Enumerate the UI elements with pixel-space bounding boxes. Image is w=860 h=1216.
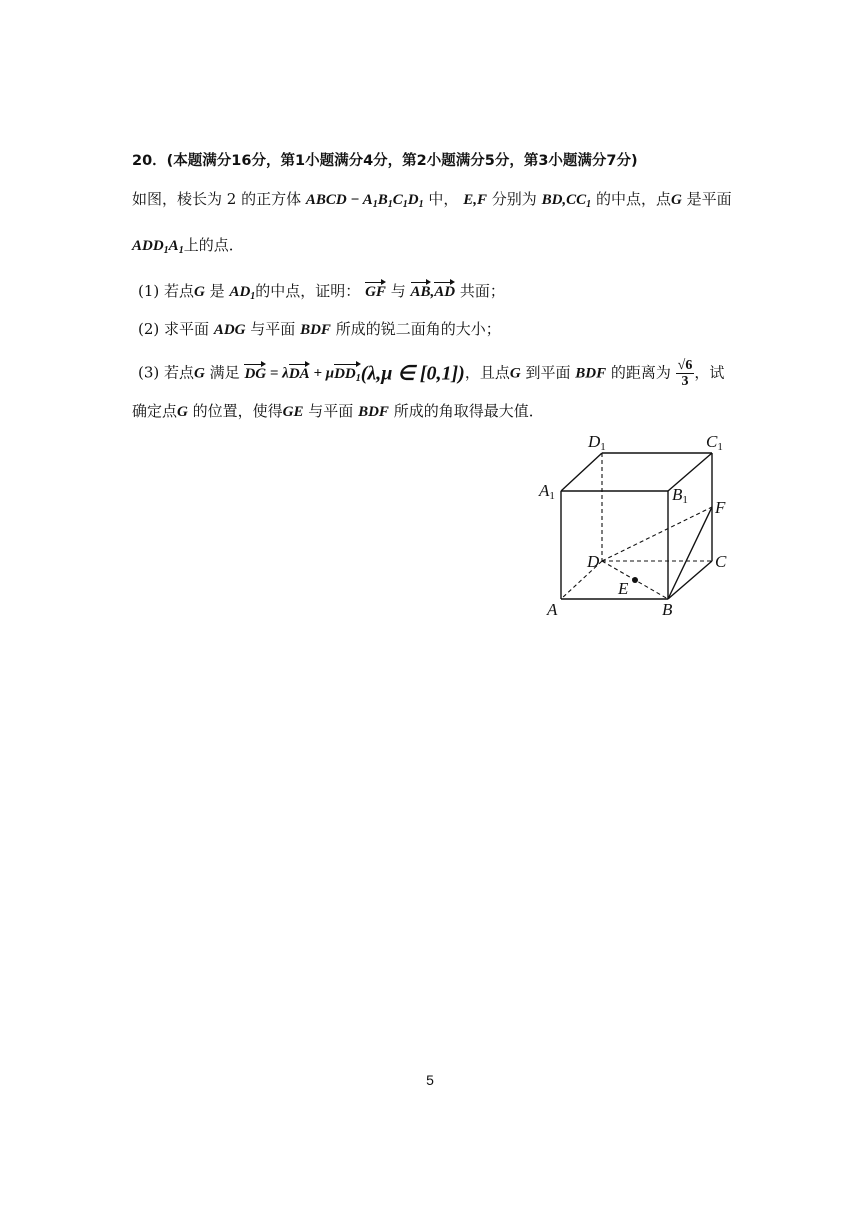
- label-c1: C1: [706, 432, 723, 453]
- label-a: A: [547, 600, 558, 619]
- label-e: E: [618, 579, 629, 598]
- problem-statement-line1: 如图，棱长为 2 的正方体 ABCD − $A_1B_1C_1D_1$ 中， E,F 分别为 $BD,CC_1$ 的中点，点G 是平面: [132, 190, 732, 210]
- cube-figure: [528, 428, 738, 624]
- label-b1: B1: [672, 485, 688, 506]
- label-d: D: [587, 552, 600, 571]
- hidden-segment-d-f: [602, 507, 712, 561]
- subquestion-2: (2) 求平面 ADG 与平面 BDF 所成的锐二面角的大小；: [138, 320, 501, 338]
- label-d1: D1: [588, 432, 606, 453]
- subquestion-3-line1: (3) 若点G 满足 DG = λDA + μDD$_1$(λ,μ ∈ [0,1])，且点G 到平面 BDF 的距离为 $\frac{√6}{3}$ ，试: [138, 358, 725, 389]
- label-f: F: [715, 498, 726, 517]
- problem-statement-line2: $ADD_1A_1$上的点．: [132, 236, 244, 256]
- label-a1: A1: [539, 481, 555, 502]
- subquestion-1: (1) 若点G 是 $AD_1$的中点，证明： GF 与 AB,AD 共面；: [138, 282, 505, 302]
- edge-c-b: [668, 561, 712, 599]
- subquestion-3-line2: 确定点G 的位置，使得GE 与平面 BDF 所成的角取得最大值．: [132, 402, 544, 420]
- segment-b-f: [668, 507, 712, 599]
- edge-a1-d1: [561, 453, 602, 491]
- page-number: 5: [426, 1072, 434, 1088]
- label-b: B: [662, 600, 673, 619]
- problem-header: 20．(本题满分16分，第1小题满分4分，第2小题满分5分，第3小题满分7分): [132, 153, 638, 169]
- point-e: [632, 577, 638, 583]
- fraction-sqrt6-over-3: $\frac{√6}{3}$: [677, 358, 693, 389]
- label-c: C: [715, 552, 727, 571]
